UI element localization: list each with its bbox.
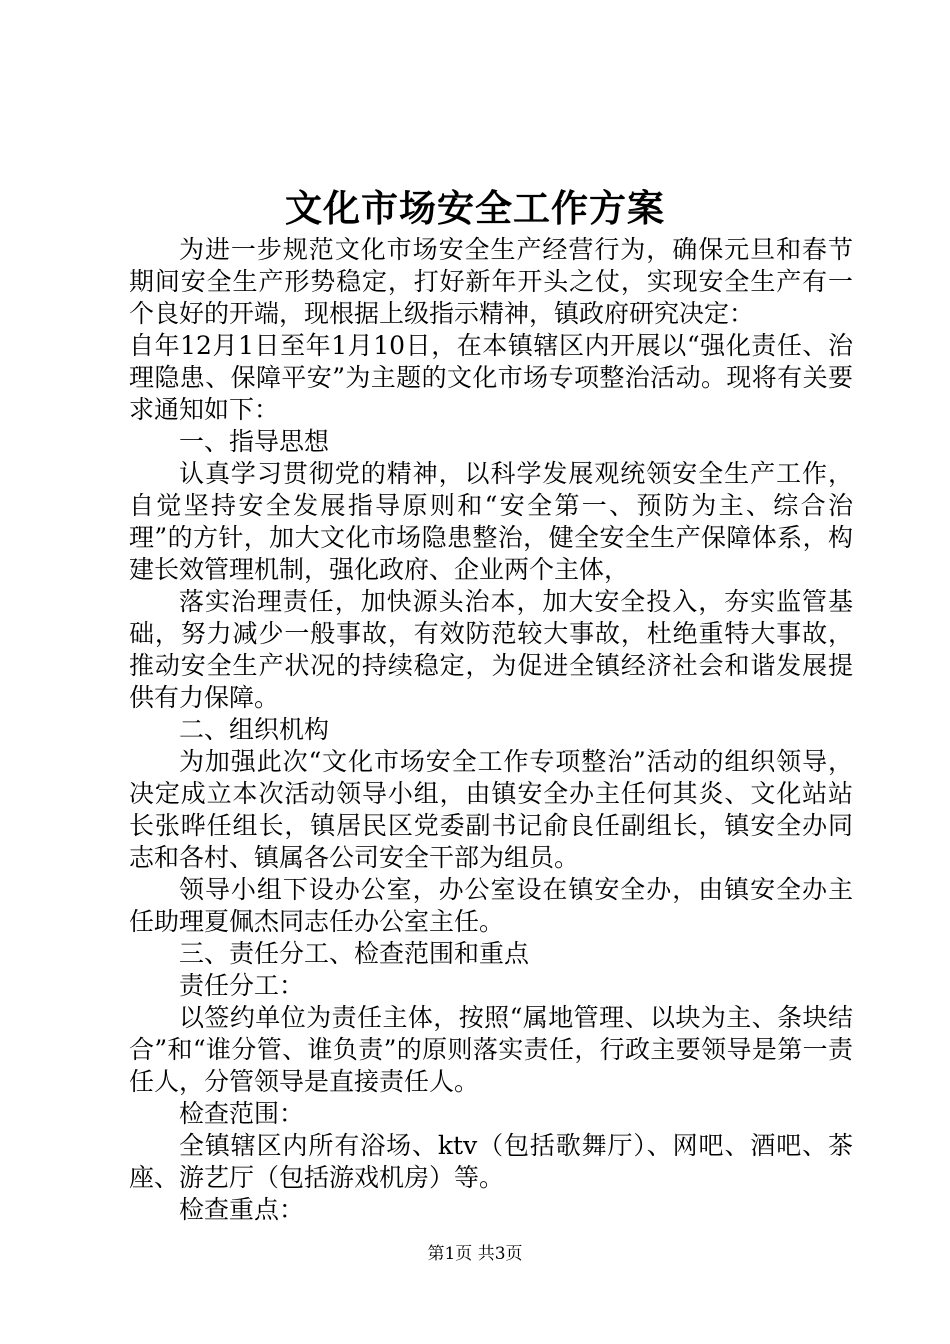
paragraph: 落实治理责任，加快源头治本，加大安全投入，夯实监管基础，努力减少一般事故，有效防范较大事故，杜绝重特大事故，推动安全生产状况的持续稳定，为促进全镇经济社会和谐发展提供有力保障。 — [129, 587, 853, 712]
paragraph: 为加强此次“文化市场安全工作专项整治”活动的组织领导，决定成立本次活动领导小组，由镇安全办主任何其炎、文化站站长张晔任组长，镇居民区党委副书记俞良任副组长，镇安全办同志和各村、镇属各公司安全干部为组员。 — [129, 747, 853, 872]
paragraph: 以签约单位为责任主体，按照“属地管理、以块为主、条块结合”和“谁分管、谁负责”的原则落实责任，行政主要领导是第一责任人，分管领导是直接责任人。 — [129, 1003, 853, 1096]
subheading: 责任分工： — [179, 971, 305, 1000]
document-title: 文化市场安全工作方案 — [285, 186, 665, 230]
paragraph: 全镇辖区内所有浴场、ktv（包括歌舞厅）、网吧、酒吧、茶座、游艺厅（包括游戏机房）等。 — [129, 1131, 853, 1192]
section-heading: 一、指导思想 — [179, 427, 330, 456]
paragraph: 领导小组下设办公室，办公室设在镇安全办，由镇安全办主任助理夏佩杰同志任办公室主任。 — [129, 875, 853, 936]
paragraph: 认真学习贯彻党的精神，以科学发展观统领安全生产工作，自觉坚持安全发展指导原则和“安全第一、预防为主、综合治理”的方针，加大文化市场隐患整治，健全安全生产保障体系，构建长效管理机制，强化政府、企业两个主体， — [129, 459, 853, 584]
subheading: 检查范围： — [179, 1099, 305, 1128]
subheading: 检查重点： — [179, 1195, 305, 1224]
section-heading: 二、组织机构 — [179, 715, 330, 744]
section-heading: 三、责任分工、检查范围和重点 — [179, 939, 530, 968]
document-body — [129, 234, 853, 1226]
paragraph: 自年12月1日至年1月10日，在本镇辖区内开展以“强化责任、治理隐患、保障平安”为主题的文化市场专项整治活动。现将有关要求通知如下： — [129, 331, 853, 424]
page-footer: 第1页 共3页 — [427, 1244, 523, 1264]
paragraph: 为进一步规范文化市场安全生产经营行为，确保元旦和春节期间安全生产形势稳定，打好新年开头之仗，实现安全生产有一个良好的开端，现根据上级指示精神，镇政府研究决定： — [129, 235, 853, 328]
